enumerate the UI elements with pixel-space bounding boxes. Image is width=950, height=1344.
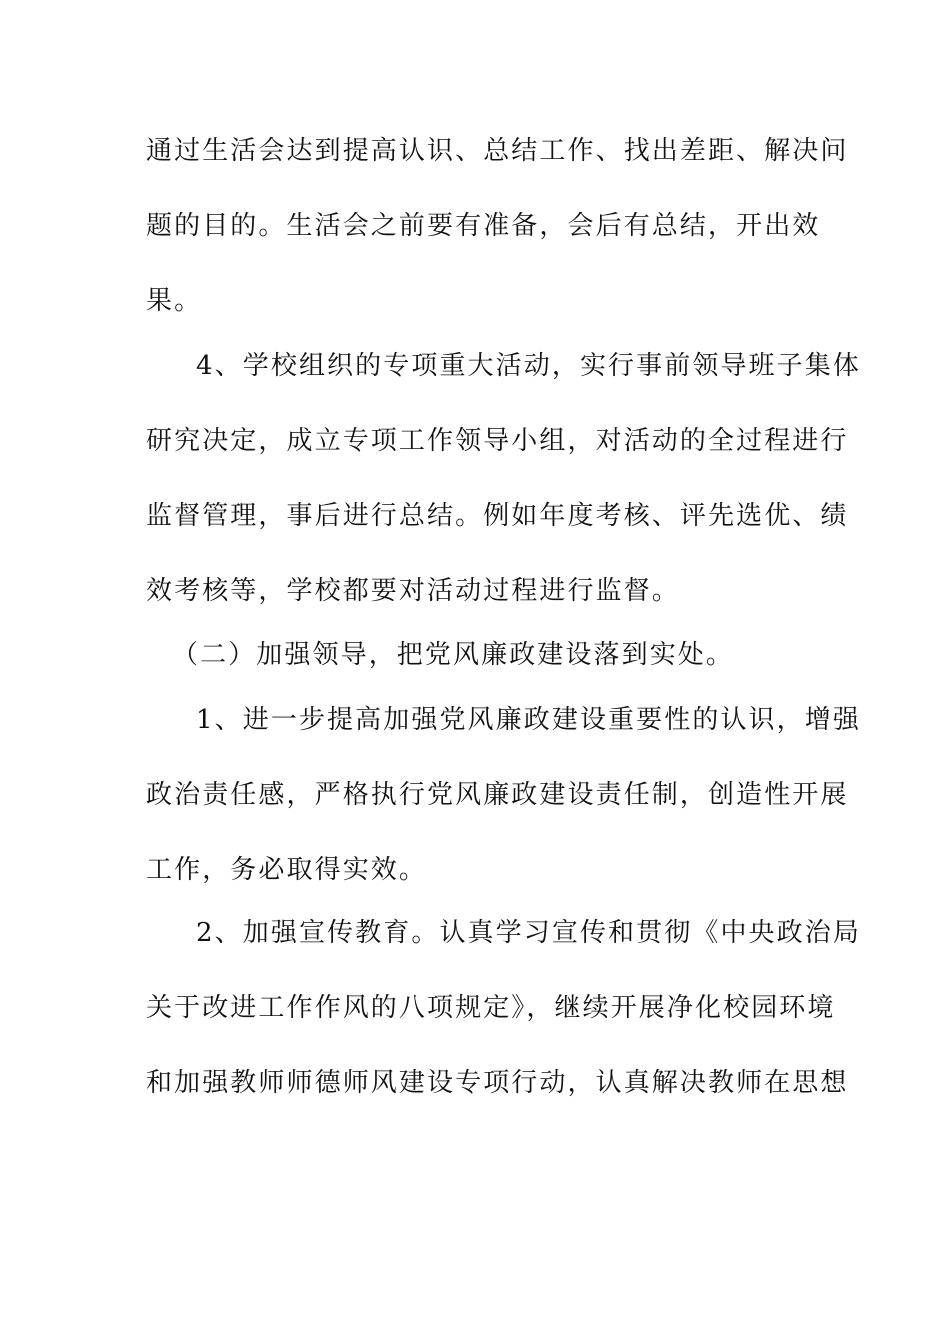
text-line: 1、进一步提高加强党风廉政建设重要性的认识，增强 (196, 705, 861, 735)
text-line: 关于改进工作作风的八项规定》，继续开展净化校园环境 (146, 993, 836, 1023)
text-line: 2、加强宣传教育。认真学习宣传和贯彻《中央政治局 (196, 918, 861, 948)
text-line: 政治责任感，严格执行党风廉政建设责任制，创造性开展 (146, 780, 849, 810)
text-line: 效考核等，学校都要对活动过程进行监督。 (146, 576, 680, 606)
text-line: 工作，务必取得实效。 (146, 855, 428, 885)
text-line: 通过生活会达到提高认识、总结工作、找出差距、解决问 (146, 136, 849, 166)
text-line: 4、学校组织的专项重大活动，实行事前领导班子集体 (196, 351, 861, 381)
text-line: 果。 (146, 286, 203, 316)
text-line: 题的目的。生活会之前要有准备，会后有总结，开出效 (146, 211, 821, 241)
text-line: 监督管理，事后进行总结。例如年度考核、评先选优、绩 (146, 501, 849, 531)
text-line: 研究决定，成立专项工作领导小组，对活动的全过程进行 (146, 426, 849, 456)
text-line: 和加强教师师德师风建设专项行动，认真解决教师在思想 (146, 1068, 849, 1098)
section-heading: （二）加强领导，把党风廉政建设落到实处。 (172, 640, 735, 670)
